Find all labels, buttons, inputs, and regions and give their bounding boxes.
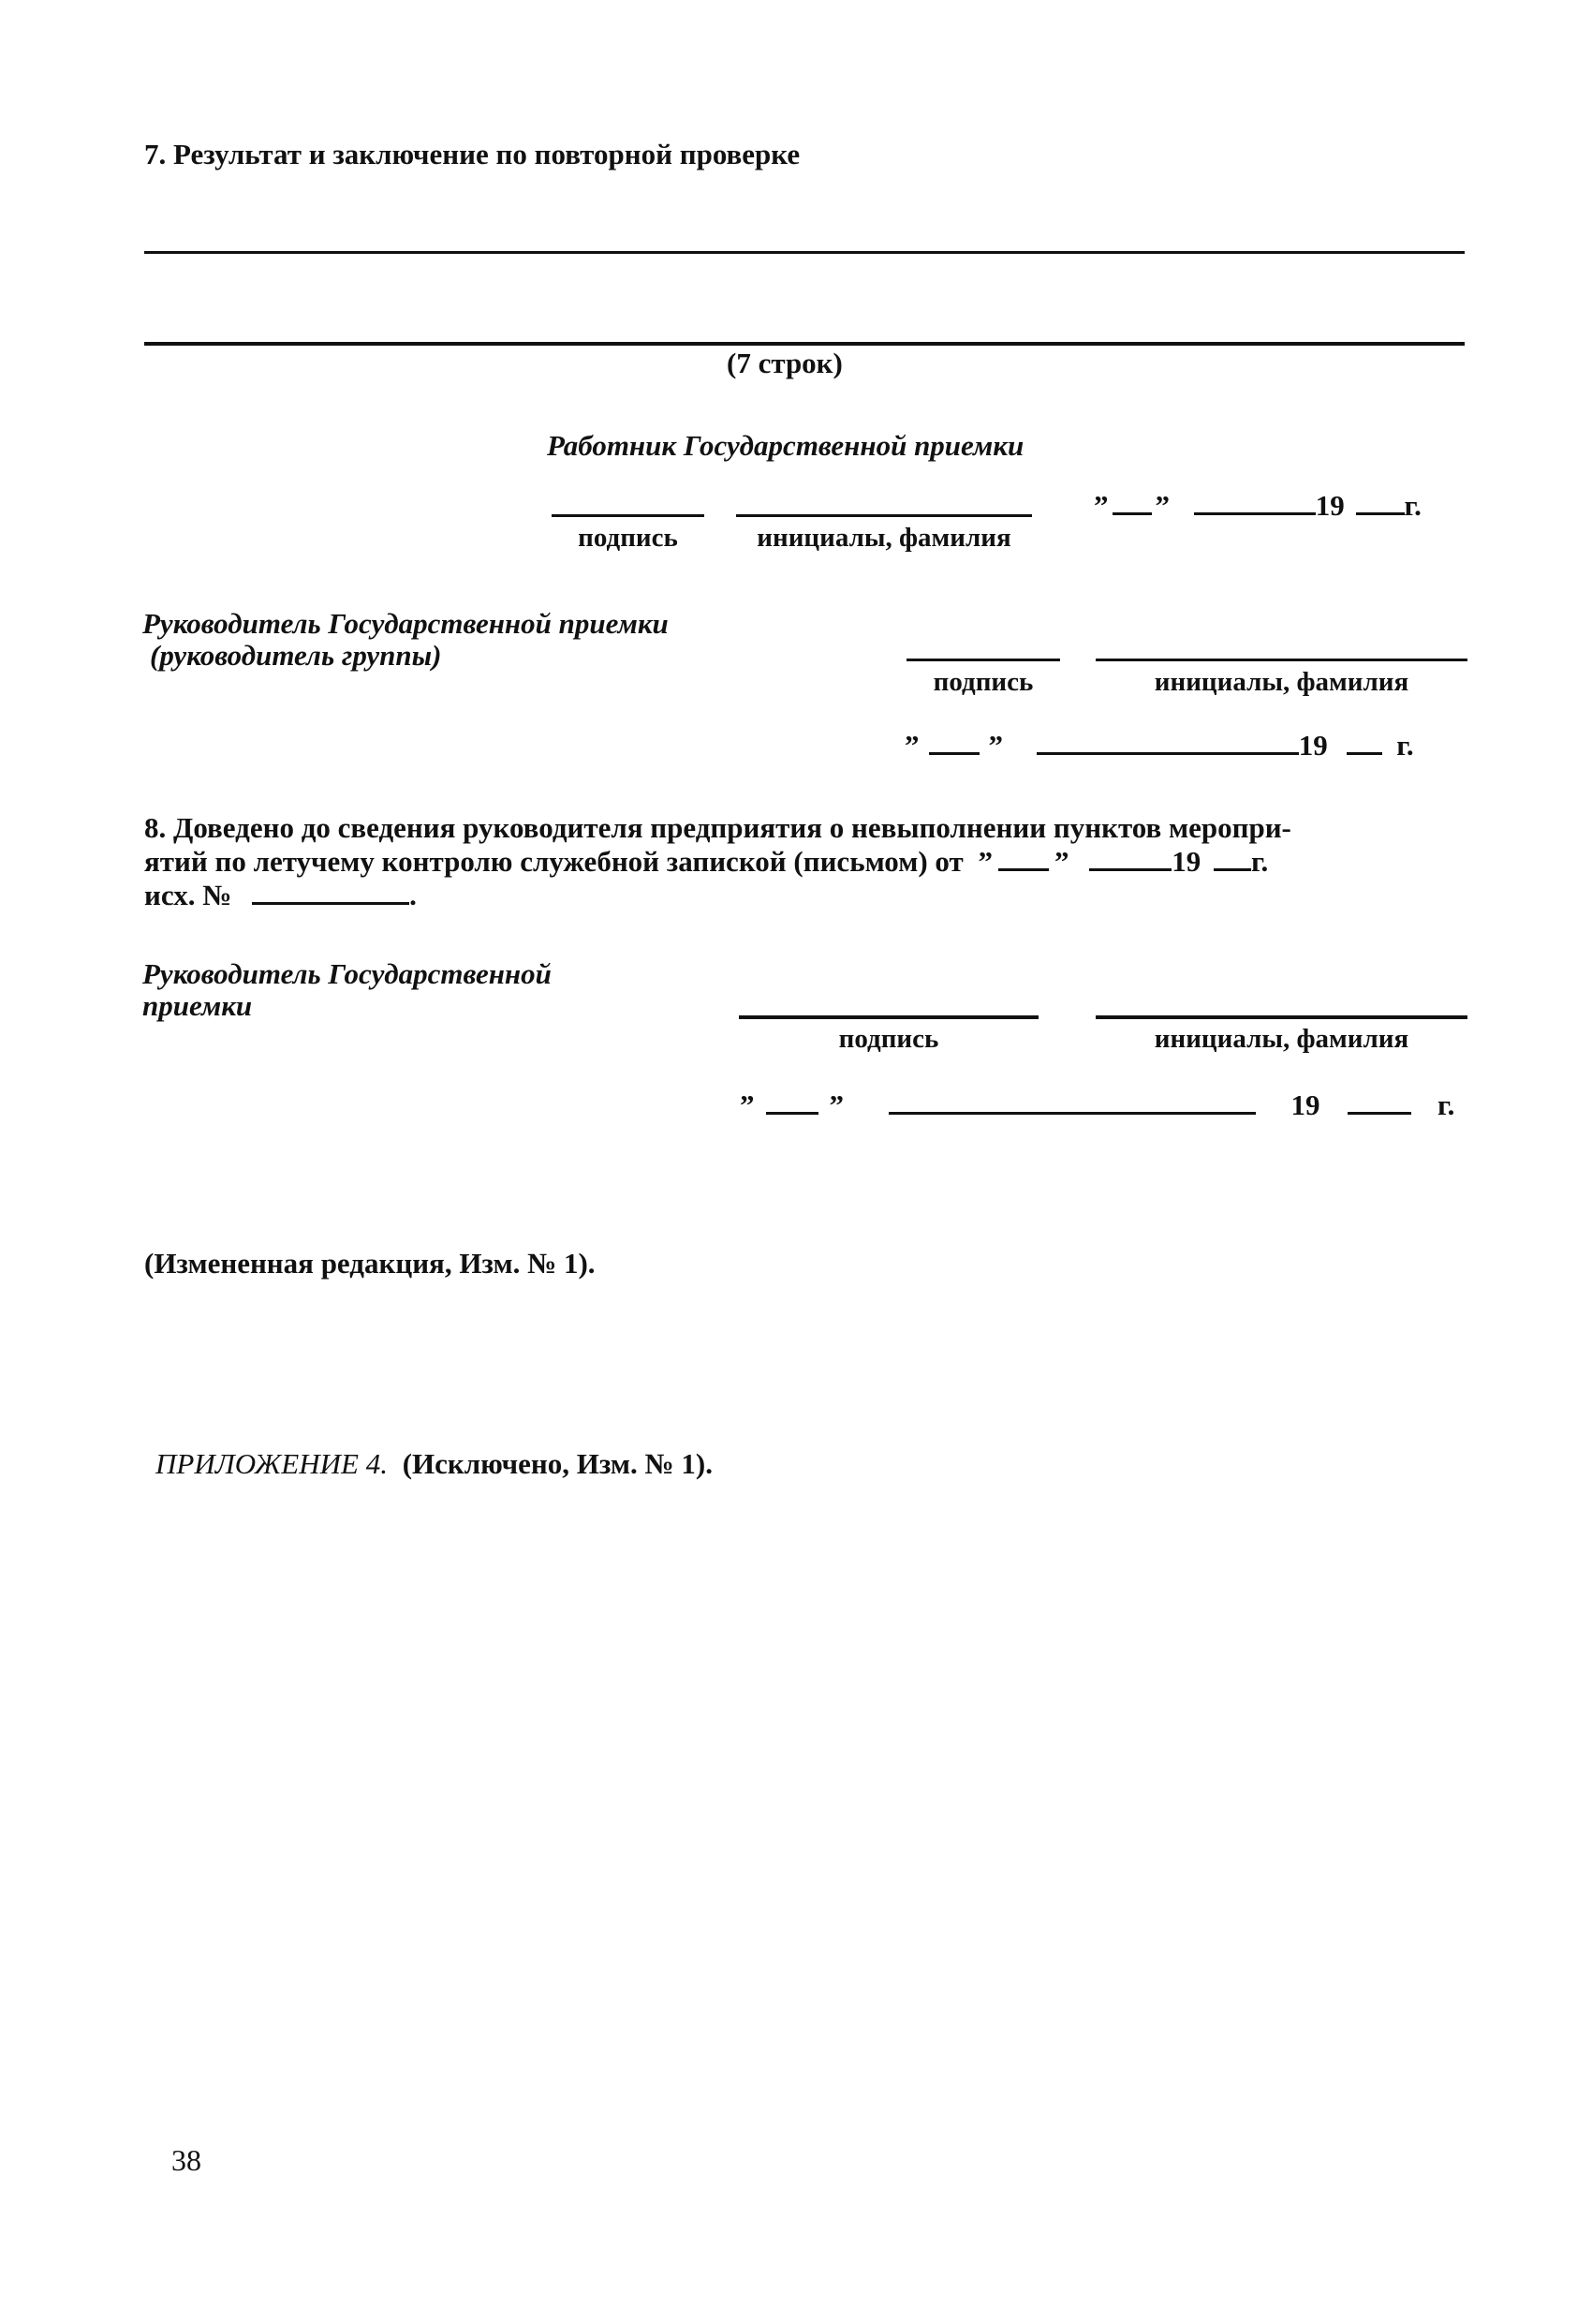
year-blank: [1348, 1091, 1411, 1115]
head-name-label: инициалы, фамилия: [1154, 667, 1409, 697]
day-blank: [766, 1091, 818, 1115]
appendix-4: [155, 1447, 713, 1481]
s8-head-sign-line: [739, 1015, 1039, 1019]
section-8-line1: 8. Доведено до сведения руководителя предприятия о невыполнении пунктов меропри-: [144, 811, 1291, 844]
inspector-sign-label: подпись: [578, 523, 678, 553]
ref-suffix: .: [409, 879, 417, 911]
s8-head-name-line: [1096, 1015, 1467, 1019]
day-blank: [998, 848, 1049, 871]
inspector-role: Работник Государственной приемки: [547, 429, 1024, 462]
ref-number-blank: [252, 881, 409, 905]
quote-close: ”: [829, 1088, 844, 1121]
s8-head-date: [740, 1088, 1454, 1122]
year-suffix: г.: [1437, 1088, 1455, 1121]
blank-line-1: [144, 251, 1465, 254]
year-blank: [1356, 492, 1405, 515]
quote-open: ”: [740, 1088, 755, 1121]
appendix-note: (Исключено, Изм. № 1).: [402, 1447, 714, 1480]
quote-close: ”: [1054, 845, 1069, 878]
day-blank: [1113, 492, 1152, 515]
inspector-name-line: [736, 514, 1032, 517]
year-blank: [1214, 848, 1251, 871]
inspector-sign-line: [552, 514, 704, 517]
page-number: 38: [171, 2143, 201, 2177]
head-sign-line: [907, 659, 1060, 661]
s8-head-name-label: инициалы, фамилия: [1154, 1024, 1409, 1054]
quote-open: ”: [978, 845, 993, 878]
section-8-line2-text: ятий по летучему контролю служебной запиской (письмом) от: [144, 845, 964, 878]
s8-head-sign-label: подпись: [838, 1024, 939, 1054]
section-8-line2: [144, 845, 1268, 879]
year-prefix: 19: [1290, 1088, 1320, 1121]
year-suffix: г.: [1396, 729, 1414, 762]
blank-line-2: [144, 342, 1465, 346]
quote-open: ”: [1094, 489, 1109, 522]
ref-prefix: исх. №: [144, 879, 232, 911]
head-role-line2: (руководитель группы): [150, 639, 442, 672]
quote-close: ”: [1155, 489, 1170, 522]
inspector-date: [1094, 489, 1422, 523]
year-suffix: г.: [1404, 489, 1422, 522]
head-date: [905, 729, 1414, 762]
s8-head-role-line2: приемки: [142, 989, 253, 1022]
month-blank: [1194, 492, 1316, 515]
day-blank: [929, 732, 980, 755]
year-suffix: г.: [1250, 845, 1269, 878]
year-prefix: 19: [1315, 489, 1345, 522]
s8-head-role-line1: Руководитель Государственной: [142, 957, 552, 990]
quote-open: ”: [905, 729, 920, 762]
quote-close: ”: [988, 729, 1003, 762]
lines-caption: (7 строк): [727, 347, 843, 379]
month-blank: [1089, 848, 1172, 871]
head-role-line1: Руководитель Государственной приемки: [142, 607, 669, 640]
appendix-title: ПРИЛОЖЕНИЕ 4.: [155, 1447, 388, 1480]
section-7-heading: 7. Результат и заключение по повторной проверке: [144, 138, 801, 170]
head-name-line: [1096, 659, 1467, 661]
year-prefix: 19: [1172, 845, 1201, 878]
head-sign-label: подпись: [933, 667, 1034, 697]
revision-note: (Измененная редакция, Изм. № 1).: [144, 1247, 596, 1280]
month-blank: [1037, 732, 1299, 755]
month-blank: [889, 1091, 1256, 1115]
section-8-line3: [144, 879, 417, 912]
inspector-name-label: инициалы, фамилия: [757, 523, 1011, 553]
year-prefix: 19: [1298, 729, 1328, 762]
year-blank: [1347, 732, 1382, 755]
